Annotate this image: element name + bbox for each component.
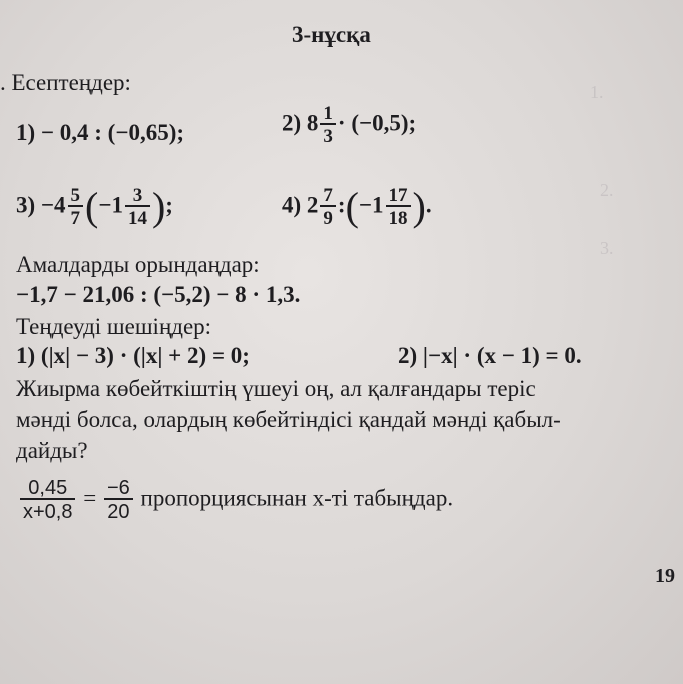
expression: −1,7 − 21,06 : (−5,2) − 8 · 1,3. bbox=[16, 282, 301, 307]
bleed-through-text: 1. bbox=[590, 82, 604, 102]
problem-text-line: Жиырма көбейткіштің үшеуі оң, ал қалғандары теріс bbox=[16, 376, 536, 401]
fraction: $\frac{5}{7}$ bbox=[68, 186, 84, 228]
section-heading-operations: Амалдарды орындаңдар: bbox=[16, 252, 260, 277]
problem-4: 4) 2 $\frac{7}{9}$ :(−1 $\frac{17}{18}$ ). bbox=[282, 184, 432, 229]
fraction: $\frac{0,45}{x+0,8}$ bbox=[20, 478, 75, 522]
page-number: 19 bbox=[655, 565, 675, 587]
equation-2: 2) |−x| · (x − 1) = 0. bbox=[398, 343, 582, 368]
problem-1: 1) − 0,4 : (−0,65); bbox=[16, 120, 185, 145]
problem-3: 3) −4 $\frac{5}{7}$ (−1 $\frac{3}{14}$ ); bbox=[16, 184, 173, 229]
bleed-through-text: 2. bbox=[600, 180, 614, 200]
page-title: 3-нұсқа bbox=[292, 22, 371, 47]
fraction: $\frac{1}{3}$ bbox=[320, 104, 336, 146]
problem-2: 2) 8 $\frac{1}{3}$ · (−0,5); bbox=[282, 103, 417, 147]
equation-1: 1) (|x| − 3) · (|x| + 2) = 0; bbox=[16, 343, 250, 368]
fraction: $\frac{-6}{20}$ bbox=[104, 478, 133, 522]
proportion-problem: $\frac{0,45}{x+0,8}$ = $\frac{-6}{20}$ пропорциясынан x-ті табыңдар. bbox=[18, 478, 453, 522]
bleed-through-text: 3. bbox=[600, 238, 614, 258]
problem-text-line: дайды? bbox=[16, 438, 88, 463]
problem-text-line: мәнді болса, олардың көбейтіндісі қандай мәнді қабыл- bbox=[16, 407, 561, 432]
section-heading-compute: . Есептеңдер: bbox=[0, 70, 131, 95]
section-heading-equations: Теңдеуді шешіңдер: bbox=[16, 314, 212, 339]
fraction: $\frac{3}{14}$ bbox=[125, 186, 150, 228]
fraction: $\frac{17}{18}$ bbox=[386, 186, 411, 228]
fraction: $\frac{7}{9}$ bbox=[320, 186, 336, 228]
